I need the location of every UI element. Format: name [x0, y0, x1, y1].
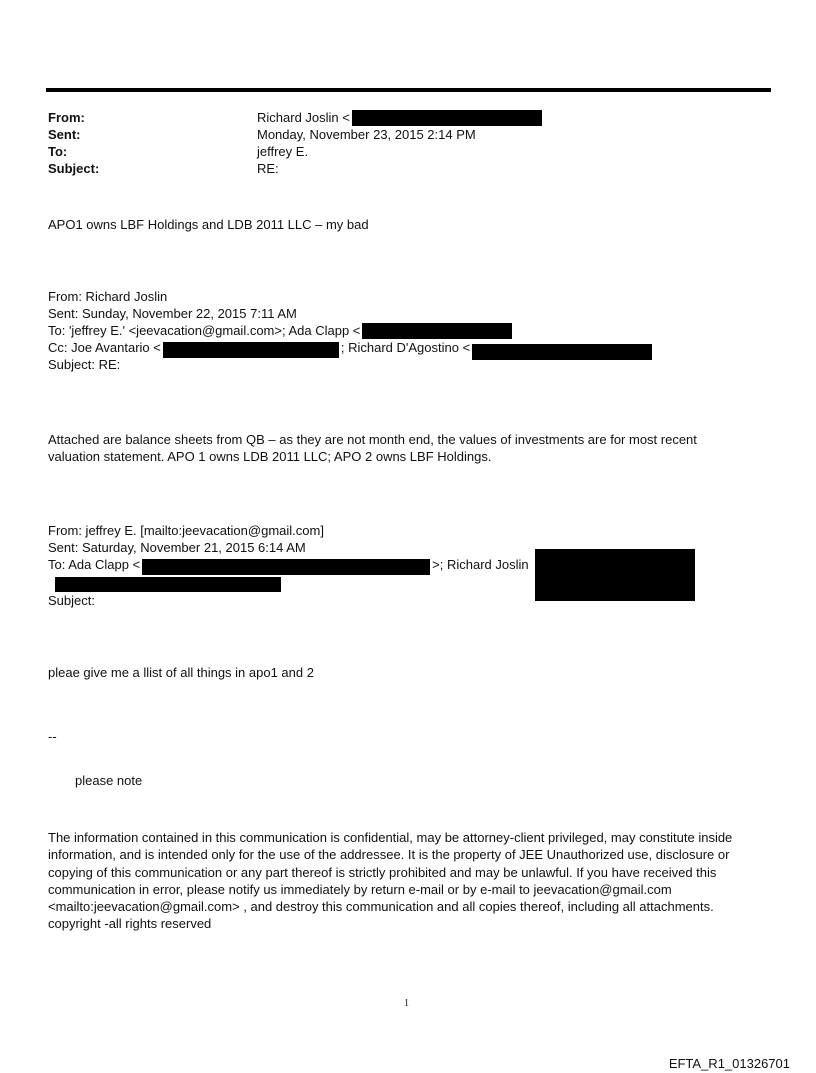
sent-value: Monday, November 23, 2015 2:14 PM [257, 127, 476, 142]
quoted-from: From: Richard Joslin [48, 289, 168, 304]
quoted-from: From: jeffrey E. [mailto:jeevacation@gmail.com] [48, 523, 324, 538]
subject-label: Subject: [48, 161, 100, 176]
message-body: APO1 owns LBF Holdings and LDB 2011 LLC – my bad [48, 217, 369, 232]
quoted-cc [48, 340, 652, 356]
quoted-subject: Subject: [48, 593, 95, 608]
cc-part-1: Cc: Joe Avantario < [48, 340, 161, 355]
to-label: To: [48, 144, 68, 159]
redaction [55, 577, 281, 592]
redaction [352, 110, 542, 126]
quoted-to [48, 557, 695, 573]
signature-separator: -- [48, 729, 57, 744]
to-part-1: To: Ada Clapp < [48, 557, 141, 572]
subject-value: RE: [257, 161, 279, 176]
quoted-sent: Sent: Sunday, November 22, 2015 7:11 AM [48, 306, 297, 321]
redaction [472, 344, 652, 360]
cc-part-2: ; Richard D'Agostino < [340, 340, 471, 355]
quoted-subject: Subject: RE: [48, 357, 121, 372]
sent-label: Sent: [48, 127, 81, 142]
please-note: please note [75, 773, 143, 788]
disclaimer: The information contained in this communication is confidential, may be attorney-client privileged, may constitute inside information, and is intended only for the use of the addressee. It is the property of JEE Unauthorized use, disclosure or copying of this communication or any part thereof is strictly prohibited and may be unlawful. If you have received this communication in error, please notify us immediately by return e-mail or by e-mail to jeevacation@gmail.com <mailto:jeevacation@gmail.com> , and destroy this communication and all copies thereof, including all attachments. copyright -all rights reserved [48, 830, 733, 932]
message-body: Attached are balance sheets from QB – as they are not month end, the values of investments are for most recent valuation statement. APO 1 owns LDB 2011 LLC; APO 2 owns LBF Holdings. [48, 432, 697, 465]
document-id: EFTA_R1_01326701 [668, 1056, 790, 1071]
header-rule [46, 88, 771, 92]
from-line [257, 110, 542, 126]
from-label: From: [48, 110, 85, 125]
redaction [142, 559, 430, 575]
quoted-to: To: 'jeffrey E.' <jeevacation@gmail.com>; Ada Clapp < [48, 323, 361, 338]
redaction [535, 549, 695, 601]
from-value: Richard Joslin < [257, 110, 350, 125]
message-body: pleae give me a llist of all things in apo1 and 2 [48, 665, 314, 680]
to-value: jeffrey E. [257, 144, 309, 159]
quoted-to-line [48, 323, 512, 339]
redaction [362, 323, 512, 339]
quoted-sent: Sent: Saturday, November 21, 2015 6:14 AM [48, 540, 306, 555]
redaction [163, 342, 339, 358]
to-part-2: >; Richard Joslin [432, 557, 529, 572]
page-number: 1 [404, 998, 409, 1009]
